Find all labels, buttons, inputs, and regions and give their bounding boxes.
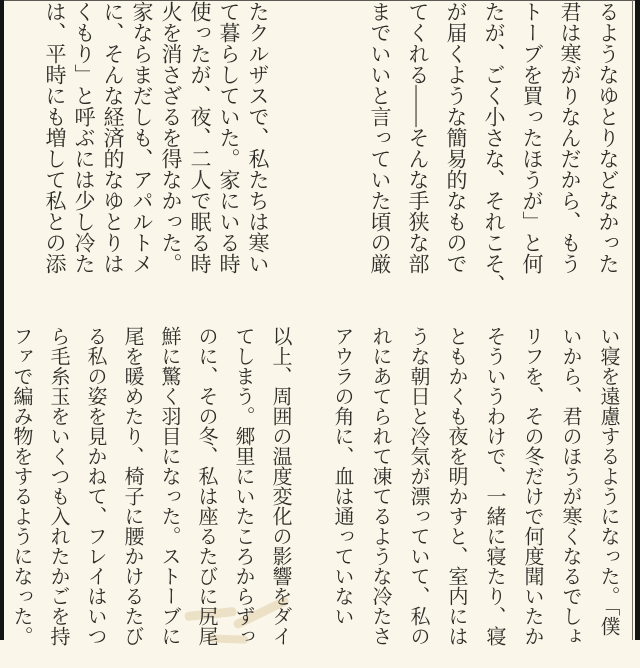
right-edge-hairline bbox=[632, 0, 633, 640]
text-column: 君は寒がりなんだから、もう bbox=[558, 1, 582, 274]
text-column: アウラの角に、血は通っていない bbox=[331, 326, 353, 626]
text-column: 鮮に驚く羽目になった。ストーブに bbox=[158, 326, 180, 646]
text-column: リフを、その冬だけで何度聞いたか bbox=[521, 326, 543, 646]
text-column: れにあてられて凍てるような冷たさ bbox=[369, 326, 391, 646]
text-column: ら毛糸玉をいくつも入れたかごを持 bbox=[47, 326, 69, 646]
text-column: ともかくも夜を明かすと、室内には bbox=[445, 326, 467, 646]
text-column: 火を消さざるを得なかった。 bbox=[159, 1, 183, 274]
text-column: 使ったが、夜、二人で眠る時 bbox=[188, 1, 212, 274]
text-column: に、そんな経済的なゆとりは bbox=[101, 1, 125, 274]
text-column: そういうわけで、一緒に寝たり、寝 bbox=[483, 326, 505, 646]
text-column: てくれる――そんな手狭な部 bbox=[406, 1, 430, 274]
text-column: いから、君のほうが寒くなるでしょ bbox=[559, 326, 581, 646]
text-column: トーブを買ったほうが」と何 bbox=[520, 1, 544, 274]
top-right-text-block bbox=[361, 1, 627, 311]
text-column: ファで編み物をするようになった。 bbox=[10, 326, 32, 646]
text-column: が届くような簡易的なもので bbox=[444, 1, 468, 274]
text-column: 以上、周囲の温度変化の影響をダイ bbox=[269, 326, 291, 646]
text-column: る私の姿を見かねて、フレイはいつ bbox=[84, 326, 106, 646]
text-column: までいいと言っていた頃の厳 bbox=[368, 1, 392, 274]
text-column: るようなゆとりなどなかった bbox=[596, 1, 620, 274]
text-column: てしまう。郷里にいたころからずっ bbox=[232, 326, 254, 646]
text-column: のに、その冬、私は座るたびに尻尾 bbox=[195, 326, 217, 646]
text-column: は、平時にも増して私との添 bbox=[43, 1, 67, 274]
text-column: 家ならまだしも、アパルトメ bbox=[130, 1, 154, 274]
text-column: て暮らしていた。家にいる時 bbox=[217, 1, 241, 274]
bottom-left-text-block bbox=[2, 326, 298, 666]
bottom-right-text-block bbox=[323, 326, 627, 666]
text-column: い寝を遠慮するようになった。「僕 bbox=[597, 326, 619, 636]
text-column: たクルザスで、私たちは寒い bbox=[246, 1, 270, 274]
text-column: たが、ごく小さな、それこそ、 bbox=[482, 1, 506, 295]
top-border-line bbox=[0, 0, 640, 1]
text-column: くもり」と呼ぶには少し冷た bbox=[72, 1, 96, 274]
right-edge-strip bbox=[635, 0, 640, 640]
top-left-text-block bbox=[40, 1, 272, 311]
text-column: 尾を暖めたり、椅子に腰かけるたび bbox=[121, 326, 143, 646]
text-column: うな朝日と冷気が漂っていて、私の bbox=[407, 326, 429, 646]
left-edge-strip bbox=[0, 0, 4, 640]
